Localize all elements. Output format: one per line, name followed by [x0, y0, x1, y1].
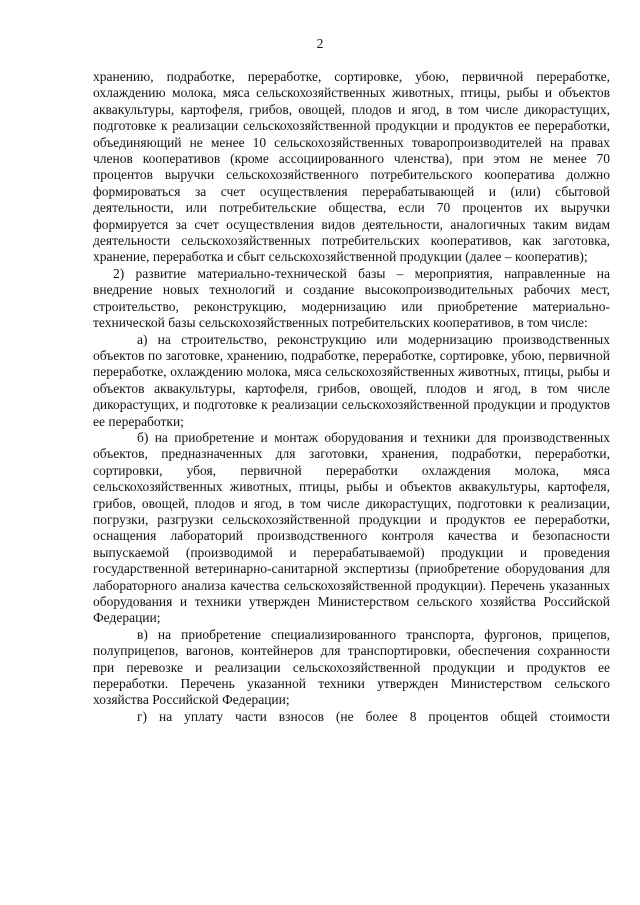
paragraph-cooperative-definition: хранению, подработке, переработке, сортировке, убою, первичной переработке, охлаждению молока, мяса сельскохозяйственных животных, птицы, рыбы и объектов аквакультуры, картофеля, грибов, овощей, плодов и ягод, в том числе дикорастущих, подготовке к реализации сельскохозяйственной продукции и продуктов ее переработки, объединяющий не менее 10 сельскохозяйственных товаропроизводителей на правах членов кооперативов (кроме ассоциированного членства), при этом не менее 70 процентов выручки сельскохозяйственного потребительского кооператива должно формироваться за счет осуществления перерабатывающей и (или) сбытовой деятельности, или потребительские общества, если 70 процентов их выручки формируется за счет осуществления видов деятельности, аналогичных таким видам деятельности сельскохозяйственных потребительских кооперативов, как заготовка, хранение, переработка и сбыт сельскохозяйственной продукции (далее – кооператив);: [93, 69, 610, 265]
document-body: [93, 69, 610, 725]
paragraph-subitem-a: а) на строительство, реконструкцию или модернизацию производственных объектов по заготовке, хранению, подработке, переработке, сортировке, убою, первичной переработке, охлаждению молока, мяса сельскохозяйственных животных, птицы, рыбы и объектов аквакультуры, картофеля, грибов, овощей, плодов и ягод, в том числе дикорастущих, и подготовке к реализации сельскохозяйственной продукции и продуктов ее переработки;: [93, 331, 610, 429]
paragraph-item-2: 2) развитие материально-технической базы – мероприятия, направленные на внедрение новых технологий и создание высокопроизводительных рабочих мест, строительство, реконструкцию, модернизацию или приобретение материально-технической базы сельскохозяйственных потребительских кооперативов, в том числе:: [93, 265, 610, 331]
page-number: 2: [316, 36, 324, 51]
paragraph-subitem-v: в) на приобретение специализированного транспорта, фургонов, прицепов, полуприцепов, вагонов, контейнеров для транспортировки, обеспечения сохранности при перевозке и реализации сельскохозяйственной продукции и продуктов ее переработки. Перечень указанной техники утвержден Министерством сельского хозяйства Российской Федерации;: [93, 626, 610, 708]
paragraph-subitem-b: б) на приобретение и монтаж оборудования и техники для производственных объектов, предназначенных для заготовки, хранения, подработки, переработки, сортировки, убоя, первичной переработки охлаждения молока, мяса сельскохозяйственных животных, птицы, рыбы и объектов аквакультуры, картофеля, грибов, овощей, плодов и ягод, в том числе дикорастущих, подготовки к реализации, погрузки, разгрузки сельскохозяйственной продукции и продуктов ее переработки, оснащения лабораторий производственного контроля качества и безопасности выпускаемой (производимой и перерабатываемой) продукции и проведения государственной ветеринарно-санитарной экспертизы (приобретение оборудования для лабораторного анализа качества сельскохозяйственной продукции). Перечень указанных оборудования и техники утвержден Министерством сельского хозяйства Российской Федерации;: [93, 429, 610, 626]
paragraph-subitem-g: г) на уплату части взносов (не более 8 процентов общей стоимости: [137, 708, 610, 724]
